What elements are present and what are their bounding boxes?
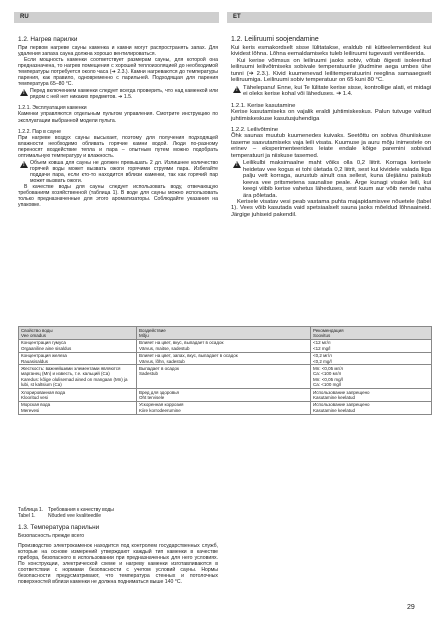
- temperature-section: [18, 524, 218, 585]
- subsection-heading: 1.2.1. Kerise kasutamine: [231, 102, 296, 109]
- caption-text: Требования к качеству воды: [48, 507, 114, 513]
- water-quality-table: [18, 326, 432, 415]
- section-heading: 1.3. Температура парильни: [18, 524, 100, 531]
- section-heading: 1.2. Leiliruumi soojendamine: [231, 36, 319, 43]
- table-row: [19, 401, 432, 414]
- table-row: [19, 352, 432, 365]
- table-header-cell: Свойство воды Vee omadus: [19, 327, 137, 340]
- warning-text: Tähelepanu! Enne, kui Te lülitate kerise sisse, kontrollige alati, et midagi ei oleks kerise kohal või läheduses. ➔ 1.4.: [243, 84, 431, 98]
- table-header-cell: Воздействие Mõju: [137, 327, 311, 340]
- paragraph: Каменки управляются отдельным пультом управления. Смотрите инструкцию по эксплуатации выбранной модели пульта.: [18, 111, 218, 124]
- table-header-cell: Рекомендация Soovitus: [311, 327, 432, 340]
- warning-note: [18, 160, 218, 184]
- warning-icon: [20, 161, 28, 168]
- paragraph: Производство электрокаменок находится под контролем государственных служб, которые на основе измерений утверждают каждый тип каменки в качестве прибора, безопасного в использовании при предназначенных для него условиях. По конструкции, электрической схеме и нагреву каменки изготавливаются в соответствии с нормами безопасности с учетом условий сауны. Нормы безопасности предусматривают, что температура стенных и потолочных поверхностей вблизи каменки не должна подниматься выше 140 °C.: [18, 543, 218, 586]
- warning-text: Объем ковша для сауны не должен превышать 2 дл. Излишнее количество горячей воды может вызвать ожоги горячими струями пара. Избегайте поддачи пара, если кто-то находится вблизи каменки, так как горячий пар может вызвать ожоги.: [30, 159, 218, 184]
- table-row: [19, 389, 432, 402]
- table-cell: <12 мг/л <12 mg/l: [311, 339, 432, 352]
- paragraph: Kui keris esmakordselt sisse lülitatakse, eraldub nii kütteelementidest kui kividest lõhna. Lõhna eemaldamiseks tuleb leiliruumi tugevasti ventileerida.: [231, 45, 431, 58]
- table-cell: Выпадает в осадок Sadestub: [137, 365, 311, 389]
- warning-note: [231, 160, 431, 199]
- table-cell: Влияет на цвет, вкус, выпадает в осадок Värvus, maitse, sadestub: [137, 339, 311, 352]
- warning-text: Leilikulbi maksimaalne maht võiks olla 0,2 liitrit. Korraga kerisele heidetav vee kogus ei tohi ületada 0,2 liitrit, sest kui kividele valada liiga palju vett korraga, aurustub ainult osa sellest, kuna ülejäänu paiskub keeva vee pritsmetena saunalise peale. Ärge kunagi visake leili, kui keegi viibib kerise vahetus läheduses, sest kuum aur võib nende naha ära põletada.: [243, 160, 431, 199]
- paragraph: Kerisele visatav vesi peab vastama puhta majapidamisvee nõuetele (tabel 1). Vees võib kasutada vaid spetsiaalselt sauna jaoks mõeldud lõhnaaineid. Järgige juhiseid pakendil.: [231, 198, 431, 218]
- table-cell: Хлорированная вода Klooritud vesi: [19, 389, 137, 402]
- table-cell: Морская вода Merevesi: [19, 401, 137, 414]
- caption-label: Таблица 1.: [18, 507, 44, 513]
- section-heading: 1.2. Нагрев парилки: [18, 36, 78, 43]
- table-cell: Использование запрещено Kasutamine keelatud: [311, 389, 432, 402]
- table-row: [19, 339, 432, 352]
- language-tab-ru: RU: [14, 12, 219, 23]
- caption-text: Nõuded vee kvaliteedile: [48, 512, 102, 519]
- table-cell: Ускоренная коррозия Kiire korrodeerumine: [137, 401, 311, 414]
- subsection-heading: 1.2.1. Эксплуатация каменки: [18, 105, 87, 112]
- table-cell: Жесткость: важнейшими элементами являются марганец (Mn) и известь, т.е. кальций (Ca) Karedus: kõige olulisemad ained on mangaan (Mn) ja lubi, st kaltsium (Ca): [19, 365, 137, 389]
- subheading: Безопасность прежде всего: [18, 533, 85, 539]
- subsection-heading: 1.2.2. Пар в сауне: [18, 128, 61, 135]
- paragraph: Õhk saunas muutub kuumenedes kuivaks. Seetõttu on sobiva õhuniiskuse taseme saavutamiseks vaja leili visata. Kuumuse ja auru mõju inimestele on erinev – eksperimenteerides leiate endale kõige paremini sobivad temperatuuri ja niiskuse tasemed.: [231, 133, 431, 159]
- table-cell: Mn: <0,05 мг/л Ca: <100 мг/л Mn: <0,05 mg/l Ca: <100 mg/l: [311, 365, 432, 389]
- table-cell: Влияет на цвет, запах, вкус, выпадает в осадок Värvus, lõhn, sadestub: [137, 352, 311, 365]
- russian-column: [18, 36, 218, 208]
- warning-note: [18, 88, 218, 100]
- warning-note: [231, 85, 431, 98]
- table-header-row: [19, 327, 432, 340]
- paragraph: Kerise kasutamiseks on vajalik eraldi juhtimiskeskus. Palun tutvuge valitud juhtimiskeskuse kasutusjuhendiga: [231, 109, 431, 122]
- caption-label: Tabel 1.: [18, 512, 36, 519]
- paragraph: Если мощность каменки соответствует размерам сауны, для которой она предназначена, то нагрев помещения с хорошей теплоизоляцией до необходимой температуры потребуется около часа (➔ 2.3.). Камни нагреваются до температуры парения, как правило, одновременно с парильней. Подходящая для парения температура 65–80 °C.: [18, 57, 218, 88]
- paragraph: Kui kerise võimsus on leiliruumi jaoks sobiv, võtab õigesti isoleeritud leiliruumi leilivõtmiseks sobivale temperatuurile jõudmine aega umbes ühe tunni (➔ 2.3.). Kivid kuumenevad leilitemperatuurini reeglina samaaegselt leiliruumiga. Leiliruumi sobiv temperatuur on 65 kuni 80 °C.: [231, 57, 431, 84]
- table-row: [19, 365, 432, 389]
- table-caption: [18, 508, 114, 520]
- warning-icon: [20, 89, 28, 96]
- estonian-column: [231, 36, 431, 218]
- page-number: 29: [407, 604, 415, 611]
- warning-icon: [233, 161, 241, 168]
- warning-icon: [233, 86, 241, 93]
- paragraph: При нагреве воздух сауны высыхает, поэтому для получения подходящей влажности необходимо обливать горячие камни водой. Люди по-разному переносят воздействие тепла и пара – опытным путем можно подобрать оптимальную температуру и влажность.: [18, 134, 218, 159]
- table-cell: <0,2 мг/л <0,2 mg/l: [311, 352, 432, 365]
- table-cell: Вред для здоровья Oht tervisele: [137, 389, 311, 402]
- table-cell: Концентрация гумуса Orgaaniline aine sisaldus: [19, 339, 137, 352]
- paragraph: При первом нагреве сауны каменка и камни могут распространять запах. Для удаления запаха сауна должна хорошо вентилироваться.: [18, 45, 218, 58]
- subsection-heading: 1.2.2. Leilivõtmine: [231, 126, 279, 133]
- language-tab-et: ET: [227, 12, 432, 23]
- paragraph: В качестве воды для сауны следует использовать воду, отвечающую требованиям хозяйственной (таблица 1). В воде для сауны можно использовать только предназначенные для этого ароматизаторы. Соблюдайте указания на упаковке.: [18, 183, 218, 209]
- table-cell: Использование запрещено Kasutamine keelatud: [311, 401, 432, 414]
- warning-text: Перед включением каменки следует всегда проверить, что над каменкой или рядом с ней нет никаких предметов. ➔ 1.5.: [30, 88, 218, 101]
- table-cell: Концентрация железа Rauasisaldus: [19, 352, 137, 365]
